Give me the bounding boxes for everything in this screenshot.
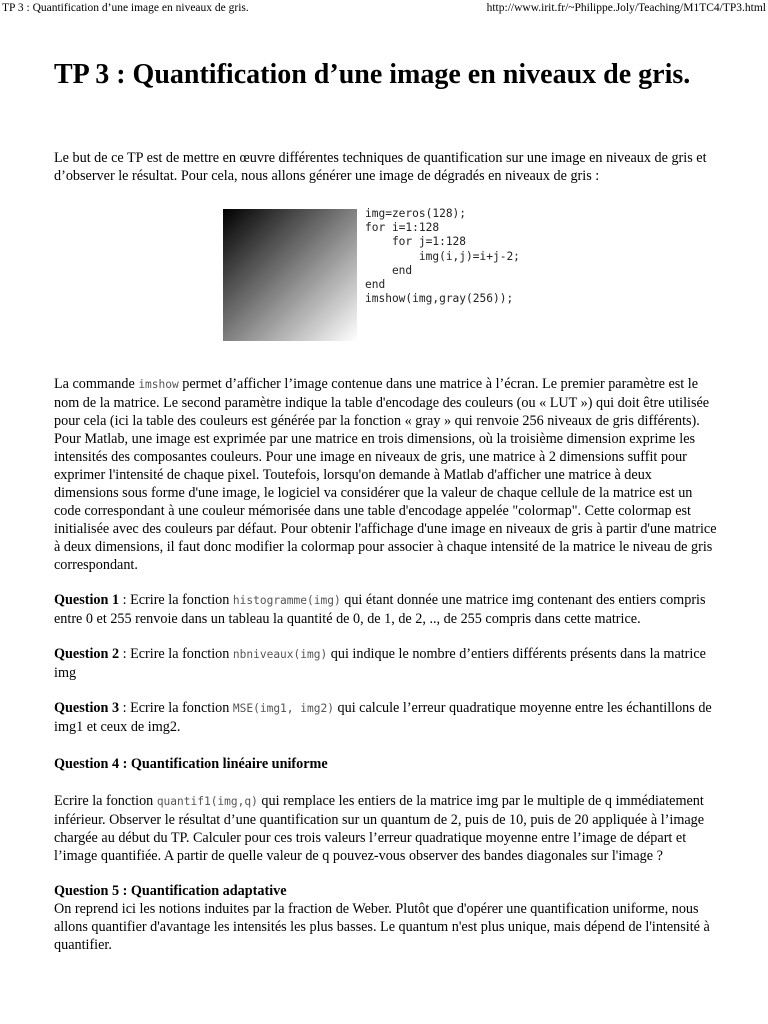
desc-prefix: La commande [54, 376, 139, 392]
question-5-body: On reprend ici les notions induites par la fraction de Weber. Plutôt que d'opérer une quantification uniforme, nous allons quantifier d'avantage les intensités les plus basses. Le quantum n'est plus unique, mais dépend de l'intensité à quantifier. [54, 901, 710, 953]
question-4-label: Question 4 : Quantification linéaire uniforme [54, 756, 328, 772]
page-title: TP 3 : Quantification d’une image en niveaux de gris. [54, 59, 691, 90]
header-page-title: TP 3 : Quantification d’une image en niveaux de gris. [2, 2, 249, 14]
question-5-label: Question 5 : Quantification adaptative [54, 883, 287, 899]
question-3-pre: : Ecrire la fonction [119, 700, 233, 716]
question-5-heading [54, 882, 718, 900]
intro-paragraph: Le but de ce TP est de mettre en œuvre différentes techniques de quantification sur une image en niveaux de gris et d’observer le résultat. Pour cela, nous allons générer une image de dégradés en niveaux de gris : [54, 150, 707, 184]
question-2-label: Question 2 [54, 646, 120, 662]
question-4-heading [54, 755, 718, 773]
document-body [54, 58, 718, 954]
header-url: http://www.irit.fr/~Philippe.Joly/Teaching/M1TC4/TP3.html [486, 2, 766, 14]
inline-code-quantif1: quantif1(img,q) [156, 795, 258, 808]
question-3-label: Question 3 [54, 700, 120, 716]
question-3-text: qui calcule l’erreur quadratique moyenne entre les échantillons de img1 et ceux de img2. [54, 700, 712, 735]
question-1-label: Question 1 [54, 592, 120, 608]
desc-text: permet d’afficher l’image contenue dans une matrice à l’écran. Le premier paramètre est le nom de la matrice. Le second paramètre indique la table d'encodage des couleurs (ou « LUT ») qui doit être utilisée pour cela (ici la table des couleurs est générée par la fonction « gray » qui renvoie 256 niveaux de gris différents). Pour Matlab, une image est exprimée par une matrice en trois dimensions, où la troisième dimension exprime les intensités des composantes couleurs. Pour une image en niveaux de gris, une matrice à 2 dimensions suffit pour exprimer l'intensité de chaque pixel. Toutefois, lorsqu'on demande à Matlab d'afficher une matrice à deux dimensions sous forme d'une image, le logiciel va considérer que la valeur de chaque cellule de la matrice est un code correspondant à une couleur mémorisée dans une table d'encodage appelée "colormap". Cette colormap est initialisée avec des couleurs par défaut. Pour obtenir l'affichage d'une image en niveaux de gris à partir d'une matrice à deux dimensions, il faut donc modifier la colormap pour associer à chaque intensité de la matrice le niveau de gris correspondant. [54, 376, 717, 573]
inline-code-histogramme: histogramme(img) [232, 594, 341, 607]
question-4-pre: Ecrire la fonction [54, 793, 157, 809]
print-header [0, 0, 768, 16]
question-1-text: qui étant donnée une matrice img contenant des entiers compris entre 0 et 255 renvoie dans un tableau la quantité de 0, de 1, de 2, .., de 255 compris dans cette matrice. [54, 592, 706, 627]
question-2-pre: : Ecrire la fonction [119, 646, 233, 662]
question-4-text: qui remplace les entiers de la matrice img par le multiple de q immédiatement inférieur. Observer le résultat d’une quantification sur un quantum de 2, puis de 10, puis de 20 appliquée à l’image chargée au début du TP. Calculer pour ces trois valeurs l’erreur quadratique moyenne entre l’image de départ et l’image quantifiée. A partir de quelle valeur de q pouvez-vous observer des bandes diagonales sur l'image ? [54, 793, 705, 864]
question-1-pre: : Ecrire la fonction [119, 592, 233, 608]
inline-code-mse: MSE(img1, img2) [232, 702, 334, 715]
question-4-body [54, 792, 718, 865]
question-3 [54, 699, 718, 736]
question-2-text: qui indique le nombre d’entiers différents présents dans la matrice img [54, 646, 706, 681]
gradient-image [223, 209, 357, 341]
question-2 [54, 645, 718, 682]
example-figure [54, 209, 718, 309]
inline-code-imshow: imshow [138, 378, 179, 391]
inline-code-nbniveaux: nbniveaux(img) [232, 648, 328, 661]
imshow-description [54, 375, 718, 574]
matlab-code-listing: img=zeros(128); for i=1:128 for j=1:128 img(i,j)=i+j-2; end end imshow(img,gray(256)); [365, 207, 520, 306]
question-1 [54, 591, 718, 628]
